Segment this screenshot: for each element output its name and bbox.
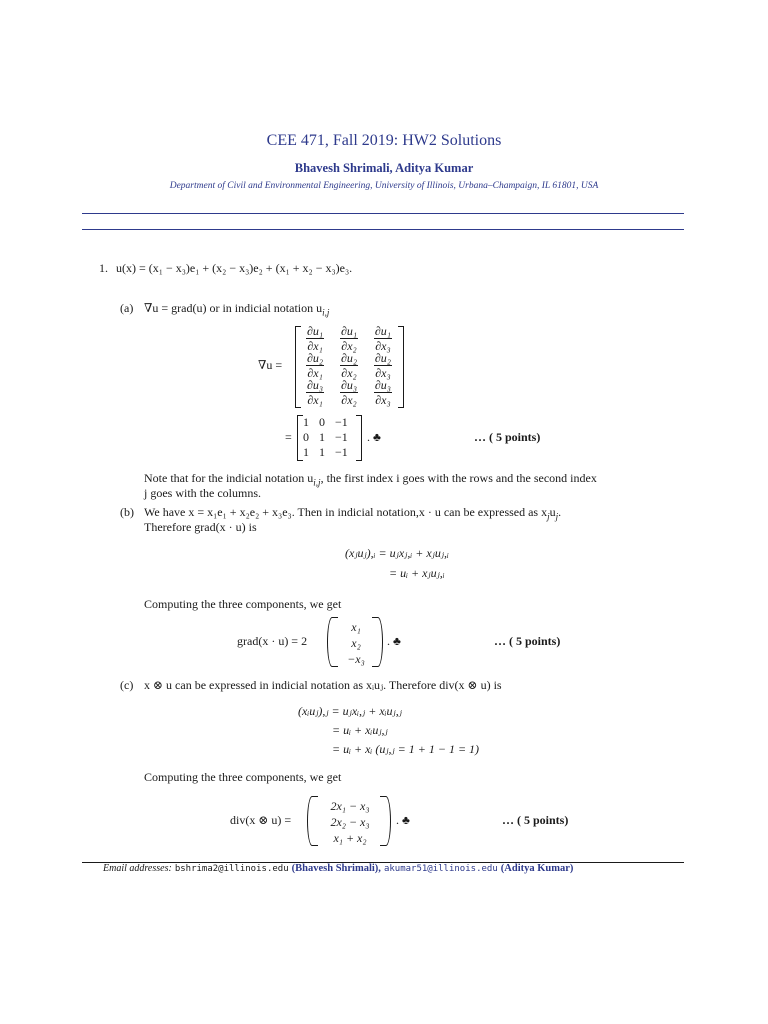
part-a-points: … ( 5 points): [474, 430, 541, 444]
numeric-matrix: [298, 415, 353, 460]
vector-component: −x₃: [347, 652, 365, 666]
part-a-label: (a): [120, 301, 134, 315]
part-a-note: Note that for the indicial notation $u_{i,j}$, the first index i goes with the rows and the second index: [144, 471, 597, 488]
part-b-lhs: grad(x · u) = 2: [237, 634, 308, 648]
part-b-points: … ( 5 points): [494, 634, 561, 648]
part-b-result-mark: . ♣: [387, 634, 401, 648]
vector-component: 2x₂ − x₃: [330, 815, 370, 829]
vector-component: x₂: [351, 636, 361, 650]
vector-component: 2x₁ − x₃: [330, 799, 370, 813]
part-b-eq2: = uᵢ + xⱼuⱼ,ᵢ: [389, 566, 445, 580]
matrix-cell: −1: [335, 445, 348, 459]
vector-component: x₁: [351, 620, 361, 634]
author-name-2: (Aditya Kumar): [500, 863, 574, 874]
matrix-cell: −1: [335, 415, 348, 429]
header-rule-bottom: [82, 229, 684, 230]
part-c-eq3: = uᵢ + xᵢ (uⱼ,ⱼ = 1 + 1 − 1 = 1): [332, 742, 480, 756]
part-c-lhs: div(x ⊗ u) =: [230, 813, 292, 827]
footer-emails: [103, 863, 573, 874]
problem-statement: u(x) = (x₁ − x₃)e₁ + (x₂ − x₃)e₂ + (x₁ + x₂ − x₃)e₃.: [116, 261, 353, 275]
part-a-intro-subscript: i,j: [322, 307, 330, 318]
part-a-note-line2: j goes with the columns.: [144, 486, 261, 500]
matrix-equals: =: [285, 430, 292, 444]
part-c-label: (c): [120, 678, 134, 692]
email-link-bshrima2[interactable]: bshrima2@illinois.edu: [174, 864, 289, 874]
affiliation: Department of Civil and Environmental Engineering, University of Illinois, Urbana–Champaign, IL 61801, USA: [169, 181, 599, 191]
part-c-vector: [318, 798, 382, 846]
email-link-akumar51[interactable]: akumar51@illinois.edu: [383, 864, 498, 874]
matrix-cell: 1: [303, 415, 309, 429]
gradient-lhs: ∇u =: [258, 358, 283, 372]
part-a-result-mark: . ♣: [367, 430, 381, 444]
header-rule-top: [82, 213, 684, 214]
matrix-cell: 1: [303, 445, 309, 459]
matrix-cell: −1: [335, 430, 348, 444]
matrix-cell: 0: [303, 430, 309, 444]
matrix-bracket-right: [398, 326, 404, 408]
part-c-line1: x ⊗ u can be expressed in indicial notation as xᵢuⱼ. Therefore div(x ⊗ u) is: [144, 678, 502, 692]
footer-label: Email addresses:: [103, 863, 172, 874]
part-c-eq1: (xᵢuⱼ),ⱼ = uⱼxᵢ,ⱼ + xᵢuⱼ,ⱼ: [298, 704, 402, 718]
vector-component: x₁ + x₂: [333, 831, 367, 845]
part-c-result-mark: . ♣: [396, 813, 410, 827]
vector-paren-left: [307, 796, 318, 846]
partial-derivative-matrix: $\frac{\text{∂u₁}}{\text{∂x₁}}$ $\frac{\text{∂u₁}}{\text{∂x₂}}$ $\frac{\text{∂u₁}}{\text{∂x₃}}$ $\frac{\text{∂u₂}}{\text{∂x₁}}$ $\frac{\text{∂u₂}}{\text{∂x₂}}$ $\frac{\text{∂u₂}}{\text{∂x₃}}$ $\frac{\text{∂u₃}}{\text{∂x₁}}$ $\frac{\text{∂u₃}}{\text{∂x₂}}$ $\frac{\text{∂u₃}}{\text{∂x₃}}$: [307, 324, 391, 407]
part-c-points: … ( 5 points): [502, 813, 569, 827]
part-b-computing: Computing the three components, we get: [144, 597, 342, 611]
part-b-line2: Therefore grad(x · u) is: [144, 520, 257, 534]
authors: Bhavesh Shrimali, Aditya Kumar: [294, 161, 474, 175]
matrix-cell: 1: [319, 430, 325, 444]
part-c-eq2: = uᵢ + xᵢuⱼ,ⱼ: [332, 723, 388, 737]
matrix-cell: 1: [319, 445, 325, 459]
part-b-label: (b): [120, 505, 134, 519]
part-a-intro: ∇u = grad(u) or in indicial notation $u_{i,j}$: [144, 301, 330, 318]
page-title: CEE 471, Fall 2019: HW2 Solutions: [266, 132, 502, 149]
matrix-cell: 0: [319, 415, 325, 429]
part-c-computing: Computing the three components, we get: [144, 770, 342, 784]
part-b-line1: We have x = x₁e₁ + x₂e₂ + x₃e₃. Then in indicial notation,x · u can be expressed as $x_ju_j$.: [144, 505, 562, 522]
part-b-eq1: (xⱼuⱼ),ᵢ = uⱼxⱼ,ᵢ + xⱼuⱼ,ᵢ: [345, 546, 449, 560]
problem-number: 1.: [99, 261, 108, 275]
part-b-vector: [336, 619, 376, 667]
part-a-note-subscript: i,j: [313, 477, 321, 488]
numeric-matrix-bracket-right: [356, 415, 362, 461]
author-name-1: (Bhavesh Shrimali),: [291, 863, 381, 874]
